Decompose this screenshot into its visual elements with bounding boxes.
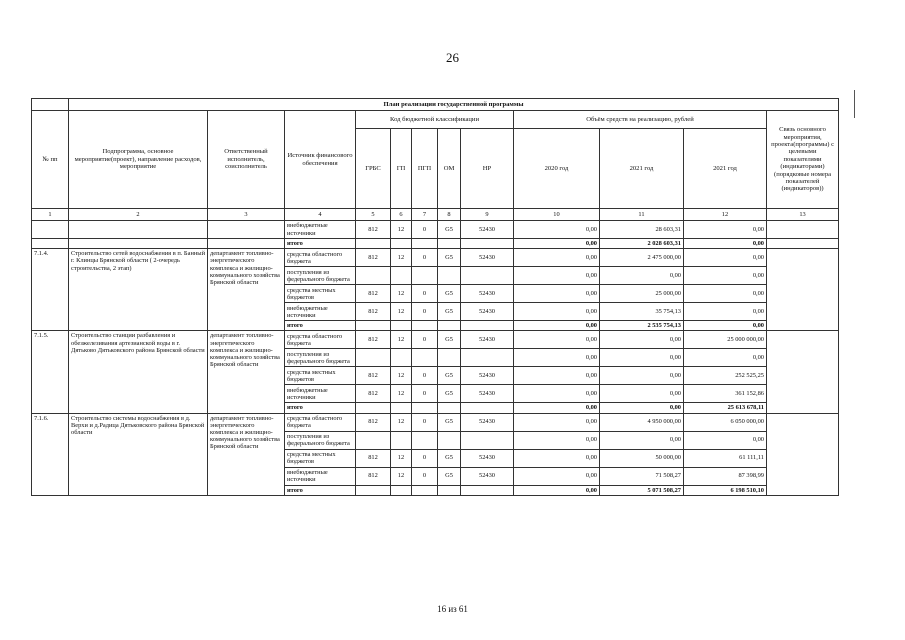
- value-2021: 71 508,27: [600, 467, 684, 485]
- pgp-cell: [412, 485, 438, 495]
- header-volume: Объём средств на реализацию, рублей: [514, 111, 767, 129]
- source-cell: поступления из федерального бюджета: [285, 431, 356, 449]
- gp-cell: 12: [391, 467, 412, 485]
- value-2021: 0,00: [600, 349, 684, 367]
- pgp-cell: 0: [412, 467, 438, 485]
- grbs-cell: 812: [356, 331, 391, 349]
- gp-cell: 12: [391, 367, 412, 385]
- value-2021b: 0,00: [684, 303, 767, 321]
- value-2021b: 0,00: [684, 249, 767, 267]
- pgp-cell: [412, 431, 438, 449]
- grbs-cell: [356, 239, 391, 249]
- pgp-cell: 0: [412, 303, 438, 321]
- grbs-cell: 812: [356, 367, 391, 385]
- header-program: Подпрограмма, основное мероприятие(проект), направление расходов, мероприятие: [69, 111, 208, 209]
- source-cell: средства областного бюджета: [285, 331, 356, 349]
- measure-number: 7.1.4.: [32, 249, 69, 331]
- table-row: [32, 413, 839, 431]
- link-cell: [767, 331, 839, 413]
- measure-name: Строительство сетей водоснабжения в п. Банный г. Клинцы Брянской области ( 2-очередь строительства, 2 этап): [69, 249, 208, 331]
- source-cell: средства областного бюджета: [285, 413, 356, 431]
- value-2021: 0,00: [600, 403, 684, 413]
- source-cell: итого: [285, 239, 356, 249]
- value-2021b: 87 398,99: [684, 467, 767, 485]
- header-grbs: ГРБС: [356, 129, 391, 209]
- pgp-cell: [412, 349, 438, 367]
- source-cell: средства местных бюджетов: [285, 449, 356, 467]
- value-2021: 0,00: [600, 431, 684, 449]
- num-cell: [32, 221, 69, 239]
- gp-cell: 12: [391, 285, 412, 303]
- value-2020: 0,00: [514, 349, 600, 367]
- value-2021b: 0,00: [684, 239, 767, 249]
- grbs-cell: [356, 267, 391, 285]
- value-2020: 0,00: [514, 285, 600, 303]
- gp-cell: 12: [391, 449, 412, 467]
- source-cell: поступления из федерального бюджета: [285, 349, 356, 367]
- measure-number: 7.1.5.: [32, 331, 69, 413]
- gp-cell: 12: [391, 221, 412, 239]
- value-2021b: 0,00: [684, 431, 767, 449]
- gp-cell: [391, 239, 412, 249]
- source-cell: средства местных бюджетов: [285, 285, 356, 303]
- header-source: Источник финансового обеспечения: [285, 111, 356, 209]
- source-cell: поступления из федерального бюджета: [285, 267, 356, 285]
- header-responsible: Ответственный исполнитель, соисполнитель: [208, 111, 285, 209]
- grbs-cell: [356, 403, 391, 413]
- value-2021: 0,00: [600, 367, 684, 385]
- link-cell: [767, 249, 839, 331]
- measure-responsible: департамент топливно-энергетического комплекса и жилищно-коммунального хозяйства Брянской области: [208, 413, 285, 495]
- pgp-cell: 0: [412, 331, 438, 349]
- column-number: 12: [684, 209, 767, 221]
- nr-cell: [461, 431, 514, 449]
- om-cell: G5: [438, 221, 461, 239]
- grbs-cell: [356, 349, 391, 367]
- gp-cell: [391, 485, 412, 495]
- value-2021b: 61 111,11: [684, 449, 767, 467]
- nr-cell: 52430: [461, 303, 514, 321]
- om-cell: [438, 321, 461, 331]
- table-row: [32, 249, 839, 267]
- measure-responsible: департамент топливно-энергетического комплекса и жилищно-коммунального хозяйства Брянской области: [208, 331, 285, 413]
- column-number-row: [32, 209, 839, 221]
- value-2020: 0,00: [514, 467, 600, 485]
- om-cell: G5: [438, 413, 461, 431]
- pgp-cell: 0: [412, 221, 438, 239]
- value-2021b: 0,00: [684, 321, 767, 331]
- pgp-cell: [412, 403, 438, 413]
- value-2020: 0,00: [514, 249, 600, 267]
- value-2021: 0,00: [600, 331, 684, 349]
- value-2020: 0,00: [514, 221, 600, 239]
- column-number: 7: [412, 209, 438, 221]
- page-number: 26: [446, 50, 459, 65]
- header-kbk: Код бюджетной классификации: [356, 111, 514, 129]
- gp-cell: 12: [391, 413, 412, 431]
- pgp-cell: 0: [412, 449, 438, 467]
- table-row: [32, 221, 839, 239]
- nr-cell: 52430: [461, 385, 514, 403]
- grbs-cell: [356, 321, 391, 331]
- pgp-cell: [412, 321, 438, 331]
- value-2021b: 0,00: [684, 221, 767, 239]
- grbs-cell: 812: [356, 385, 391, 403]
- value-2021b: 25 613 678,11: [684, 403, 767, 413]
- value-2021: 25 000,00: [600, 285, 684, 303]
- table-title: План реализации государственной программы: [69, 99, 839, 111]
- link-cell: [767, 413, 839, 495]
- gp-cell: 12: [391, 303, 412, 321]
- nr-cell: [461, 485, 514, 495]
- program-cell: [69, 221, 208, 239]
- measure-name: Строительство системы водоснабжения в д. Верхи и д.Радица Дятьковского района Брянской области: [69, 413, 208, 495]
- grbs-cell: [356, 485, 391, 495]
- gp-cell: [391, 403, 412, 413]
- gp-cell: [391, 349, 412, 367]
- value-2021b: 252 525,25: [684, 367, 767, 385]
- header-2020: 2020 год: [514, 129, 600, 209]
- source-cell: внебюджетные источники: [285, 303, 356, 321]
- value-2021: 50 000,00: [600, 449, 684, 467]
- column-number: 9: [461, 209, 514, 221]
- nr-cell: 52430: [461, 285, 514, 303]
- gp-cell: 12: [391, 249, 412, 267]
- page-footer: 16 из 61: [437, 604, 468, 614]
- column-number: 6: [391, 209, 412, 221]
- value-2020: 0,00: [514, 331, 600, 349]
- table-row: [32, 331, 839, 349]
- value-2021b: 6 050 000,00: [684, 413, 767, 431]
- value-2020: 0,00: [514, 403, 600, 413]
- pgp-cell: [412, 239, 438, 249]
- value-2021b: 6 198 510,10: [684, 485, 767, 495]
- nr-cell: 52430: [461, 221, 514, 239]
- source-cell: внебюджетные источники: [285, 467, 356, 485]
- value-2021b: 361 152,86: [684, 385, 767, 403]
- om-cell: [438, 267, 461, 285]
- grbs-cell: 812: [356, 467, 391, 485]
- header-gp: ГП: [391, 129, 412, 209]
- value-2021: 5 071 508,27: [600, 485, 684, 495]
- grbs-cell: 812: [356, 221, 391, 239]
- gp-cell: 12: [391, 331, 412, 349]
- nr-cell: [461, 403, 514, 413]
- nr-cell: 52430: [461, 249, 514, 267]
- nr-cell: 52430: [461, 331, 514, 349]
- column-number: 11: [600, 209, 684, 221]
- value-2020: 0,00: [514, 413, 600, 431]
- column-number: 4: [285, 209, 356, 221]
- om-cell: [438, 349, 461, 367]
- om-cell: [438, 239, 461, 249]
- nr-cell: 52430: [461, 413, 514, 431]
- pgp-cell: 0: [412, 249, 438, 267]
- value-2020: 0,00: [514, 367, 600, 385]
- source-cell: итого: [285, 403, 356, 413]
- nr-cell: 52430: [461, 449, 514, 467]
- grbs-cell: [356, 431, 391, 449]
- value-2021: 2 535 754,13: [600, 321, 684, 331]
- value-2020: 0,00: [514, 267, 600, 285]
- om-cell: G5: [438, 285, 461, 303]
- plan-table: [31, 98, 839, 496]
- column-number: 3: [208, 209, 285, 221]
- gp-cell: [391, 321, 412, 331]
- value-2021b: 0,00: [684, 285, 767, 303]
- responsible-cell: [208, 221, 285, 239]
- source-cell: итого: [285, 321, 356, 331]
- nr-cell: [461, 321, 514, 331]
- num-cell: [32, 239, 69, 249]
- value-2020: 0,00: [514, 431, 600, 449]
- pgp-cell: 0: [412, 385, 438, 403]
- source-cell: внебюджетные источники: [285, 385, 356, 403]
- margin-mark: [854, 90, 855, 118]
- value-2021: 2 475 000,00: [600, 249, 684, 267]
- pgp-cell: 0: [412, 367, 438, 385]
- om-cell: G5: [438, 449, 461, 467]
- value-2021b: 0,00: [684, 267, 767, 285]
- value-2021: 4 950 000,00: [600, 413, 684, 431]
- header-2021b: 2021 год: [684, 129, 767, 209]
- link-cell: [767, 221, 839, 239]
- table-row: [32, 239, 839, 249]
- header-om: ОМ: [438, 129, 461, 209]
- header-2021: 2021 год: [600, 129, 684, 209]
- om-cell: G5: [438, 249, 461, 267]
- value-2020: 0,00: [514, 385, 600, 403]
- value-2021: 0,00: [600, 385, 684, 403]
- nr-cell: 52430: [461, 367, 514, 385]
- value-2020: 0,00: [514, 239, 600, 249]
- program-cell: [69, 239, 208, 249]
- om-cell: [438, 485, 461, 495]
- value-2020: 0,00: [514, 321, 600, 331]
- om-cell: G5: [438, 385, 461, 403]
- column-number: 2: [69, 209, 208, 221]
- value-2021: 35 754,13: [600, 303, 684, 321]
- value-2020: 0,00: [514, 303, 600, 321]
- value-2020: 0,00: [514, 485, 600, 495]
- pgp-cell: [412, 267, 438, 285]
- om-cell: [438, 403, 461, 413]
- column-number: 10: [514, 209, 600, 221]
- value-2021: 2 028 603,31: [600, 239, 684, 249]
- measure-name: Строительство станции разбавления и обезжелезивания артезианской воды в г. Дятьково Дятьковского района Брянской области: [69, 331, 208, 413]
- grbs-cell: 812: [356, 449, 391, 467]
- source-cell: средства областного бюджета: [285, 249, 356, 267]
- om-cell: G5: [438, 331, 461, 349]
- gp-cell: [391, 431, 412, 449]
- grbs-cell: 812: [356, 249, 391, 267]
- source-cell: средства местных бюджетов: [285, 367, 356, 385]
- source-cell: итого: [285, 485, 356, 495]
- column-number: 5: [356, 209, 391, 221]
- om-cell: G5: [438, 367, 461, 385]
- om-cell: G5: [438, 303, 461, 321]
- gp-cell: [391, 267, 412, 285]
- nr-cell: [461, 267, 514, 285]
- grbs-cell: 812: [356, 285, 391, 303]
- pgp-cell: 0: [412, 413, 438, 431]
- grbs-cell: 812: [356, 303, 391, 321]
- nr-cell: [461, 349, 514, 367]
- om-cell: [438, 431, 461, 449]
- responsible-cell: [208, 239, 285, 249]
- grbs-cell: 812: [356, 413, 391, 431]
- measure-number: 7.1.6.: [32, 413, 69, 495]
- value-2021b: 0,00: [684, 349, 767, 367]
- pgp-cell: 0: [412, 285, 438, 303]
- column-number: 13: [767, 209, 839, 221]
- measure-responsible: департамент топливно-энергетического комплекса и жилищно-коммунального хозяйства Брянской области: [208, 249, 285, 331]
- value-2021: 0,00: [600, 267, 684, 285]
- value-2021: 28 603,31: [600, 221, 684, 239]
- source-cell: внебюджетные источники: [285, 221, 356, 239]
- header-nr: НР: [461, 129, 514, 209]
- header-no: № пп: [32, 111, 69, 209]
- nr-cell: [461, 239, 514, 249]
- nr-cell: 52430: [461, 467, 514, 485]
- gp-cell: 12: [391, 385, 412, 403]
- column-number: 1: [32, 209, 69, 221]
- header-pgp: ПГП: [412, 129, 438, 209]
- link-cell: [767, 239, 839, 249]
- header-link: Связь основного мероприятия, проекта(программы) с целевыми показателями (индикаторами) (порядковые номера показателей (индикаторов)): [767, 111, 839, 209]
- value-2020: 0,00: [514, 449, 600, 467]
- om-cell: G5: [438, 467, 461, 485]
- value-2021b: 25 000 000,00: [684, 331, 767, 349]
- column-number: 8: [438, 209, 461, 221]
